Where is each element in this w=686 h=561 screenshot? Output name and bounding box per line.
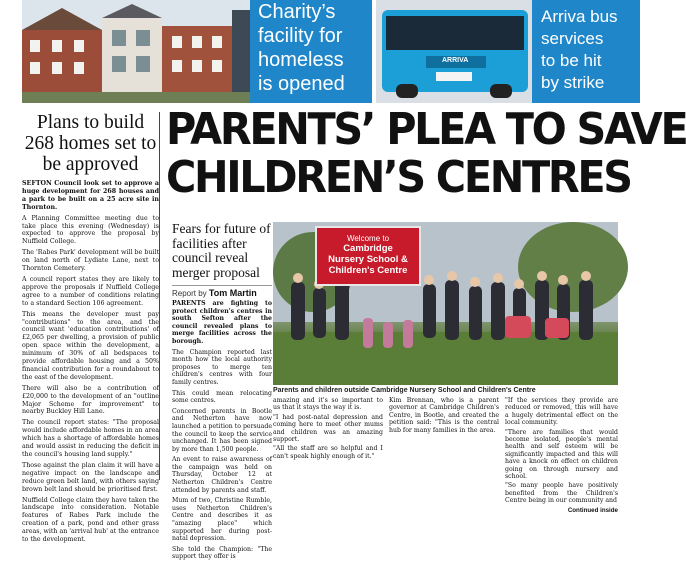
left-story-paragraph: A Planning Committee meeting due to take place this evening (Wednesday) is expected to approve the proposal by Nuffield College. [22,214,159,246]
bus-sign: ARRIVA [442,57,469,64]
charity-teaser[interactable] [250,0,372,103]
left-story [22,112,160,544]
story-column-2 [389,397,499,480]
intro-paragraph: She told the Champion: "The support they offer is [172,545,272,561]
subheadline: Fears for future of facilities after council reveal merger proposal [172,221,271,280]
arriva-teaser[interactable] [532,0,640,103]
left-story-body [22,180,159,544]
byline-author: Tom Martin [208,288,257,298]
story-column-3 [505,397,618,514]
story-paragraph: "If the services they provide are reduced or removed, this will have a hugely detrimental effect on the local community. [505,397,618,427]
left-story-paragraph: There will also be a contribution of £20,000 to the development of an "outline Major Scheme for improvement" to nearby Buckley Hill Lane. [22,384,159,416]
main-headline [166,104,686,203]
left-story-paragraph: This means the developer must pay "contributions" to the area, and the council want 'education contributions' of £2,065 per dwelling, a provision of public open space within the development, a minimum of 30% of all bedspaces to provide affordable housing and a 50% financial contribution for a roundabout to the east of the development. [22,310,159,381]
sign-name-3: Children's Centre [328,265,408,276]
continued-inside-link[interactable]: Continued inside [567,506,618,514]
story-paragraph: "All the staff are so helpful and I can't speak highly enough of it." [273,445,383,460]
main-story-intro [172,300,272,561]
left-story-paragraph: Nuffield College claim they have taken the landscape into consideration. Notable features of Rabes Park include the creation of a park, pond and other grass areas, with an 'arrival hub' at the entrance to the development. [22,496,159,544]
intro-paragraph: Mum of two, Christine Rumble, uses Netherton Children's Centre and describes it as "amazing place" which supported her during post-natal depression. [172,497,272,543]
main-photo [273,222,618,385]
left-story-headline: Plans to build 268 homes set to be approved [24,112,157,175]
byline [172,285,272,298]
charity-teaser-text: Charity’s facility for homeless is opened [258,1,345,95]
left-story-paragraph: The council report states: "The proposal would include affordable homes in an area which has a shortage of affordable homes and would assist in reducing the deficit in the council's housing land supply." [22,419,159,458]
sign-welcome: Welcome to [346,234,390,243]
story-paragraph: "So many people have positively benefited from the Children's Centre being in our community and [505,482,618,505]
bus-teaser-photo [376,0,532,103]
byline-prefix: Report by [172,289,207,298]
story-column-1 [273,397,383,480]
arriva-teaser-text: Arriva bus services to be hit by strike [541,7,618,92]
left-story-paragraph: The 'Rabes Park' development will be built on land north of Lydiate Lane, next to Thornton Cemetery. [22,249,159,273]
main-headline-line2: CHILDREN’S CENTRES [166,152,631,203]
story-paragraph: "I had post-natal depression and coming here to meet other mums and children was an amazing support. [273,413,383,444]
nursery-sign [315,226,421,286]
intro-paragraph: PARENTS are fighting to protect children's centres in south Sefton after the council revealed plans to merge facilities across the borough. [172,300,272,345]
left-story-paragraph: A council report states they are likely to approve the proposals if Nuffield College agree to a number of conditions relating to a standard Section 106 agreement. [22,275,159,307]
sign-name: Cambridge [343,243,393,254]
story-paragraph: amazing and it's so important to us that it stays the way it is. [273,397,383,412]
intro-paragraph: An event to raise awareness of the campaign was held on Thursday, October 12 at Netherton Children's Centre attended by parents and staff. [172,456,272,494]
houses-illustration [22,0,250,103]
intro-paragraph: Concerned parents in Bootle and Netherton have now launched a petition to persuade the council to keep the service unchanged. It has been signed by more than 1,500 people. [172,407,272,453]
photo-caption: Parents and children outside Cambridge Nursery School and Children's Centre [273,387,536,394]
intro-paragraph: This could mean relocating some centres. [172,389,272,405]
main-headline-line1: PARENTS’ PLEA TO SAVE [166,104,686,155]
bus-illustration [376,0,532,103]
houses-teaser-photo [22,0,250,103]
story-paragraph: "There are families that would become isolated, people's mental health and self esteem will be significantly impacted and this will have a knock on effect on children going on through nursery and school. [505,428,618,481]
intro-paragraph: The Champion reported last month how the local authority proposes to merge ten children's centres with four family centres. [172,348,272,386]
sign-name-2: Nursery School & [328,254,408,265]
left-story-paragraph: Those against the plan claim it will have a negative impact on the landscape and reduce green belt land, with others saying brown belt land should be prioritised first. [22,461,159,493]
left-story-paragraph: SEFTON Council look set to approve a huge development for 268 houses and a park to be built on a 25 acre site in Thornton. [22,180,159,211]
story-paragraph: Kim Brennan, who is a parent governor at Cambridge Children's Centre, in Bootle, and created the petition said: "This is the central hub for many families in the area. [389,397,499,434]
